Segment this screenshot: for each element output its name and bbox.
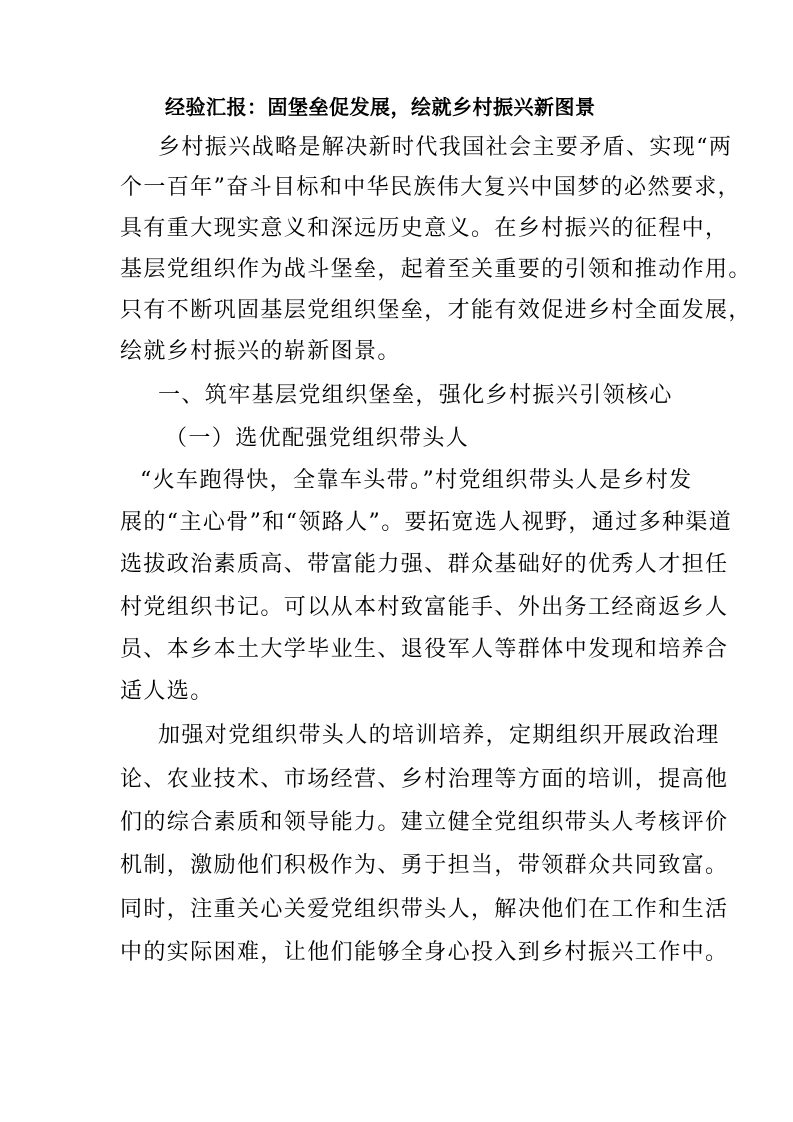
document-title: 经验汇报：固堡垒促发展，绘就乡村振兴新图景 [165,95,596,119]
section-heading: 一、筑牢基层党组织堡垒，强化乡村振兴引领核心 [158,383,673,408]
intro-line: 乡村振兴战略是解决新时代我国社会主要矛盾、实现“两 [158,135,733,160]
subsection-heading: （一）选优配强党组织带头人 [165,426,470,451]
paragraph-line: 中的实际困难，让他们能够全身心投入到乡村振兴工作中。 [120,940,729,965]
paragraph-line: 村党组织书记。可以从本村致富能手、外出务工经商返乡人 [120,595,729,620]
paragraph-line: 们的综合素质和领导能力。建立健全党组织带头人考核评价 [120,810,729,835]
intro-line: 只有不断巩固基层党组织堡垒，才能有效促进乡村全面发展， [120,298,752,323]
paragraph-line: 适人选。 [120,679,214,704]
paragraph-line: 论、农业技术、市场经营、乡村治理等方面的培训，提高他 [120,767,729,792]
paragraph-line: 加强对党组织带头人的培训培养，定期组织开展政治理 [158,723,720,748]
paragraph-line: 选拔政治素质高、带富能力强、群众基础好的优秀人才担任 [120,552,729,577]
intro-line: 基层党组织作为战斗堡垒，起着至关重要的引领和推动作用。 [120,257,752,282]
intro-line: 个一百年”奋斗目标和中华民族伟大复兴中国梦的必然要求， [120,175,742,200]
paragraph-line: 员、本乡本土大学毕业生、退役军人等群体中发现和培养合 [120,637,729,662]
paragraph-line: “火车跑得快，全靠车头带。”村党组织带头人是乡村发 [140,468,693,493]
paragraph-line: 同时，注重关心关爱党组织带头人，解决他们在工作和生活 [120,897,729,922]
paragraph-line: 机制，激励他们积极作为、勇于担当，带领群众共同致富。 [120,853,729,878]
paragraph-line: 展的“主心骨”和“领路人”。要拓宽选人视野，通过多种渠道 [120,510,733,535]
intro-line: 具有重大现实意义和深远历史意义。在乡村振兴的征程中， [120,216,729,241]
intro-line: 绘就乡村振兴的崭新图景。 [120,339,401,364]
